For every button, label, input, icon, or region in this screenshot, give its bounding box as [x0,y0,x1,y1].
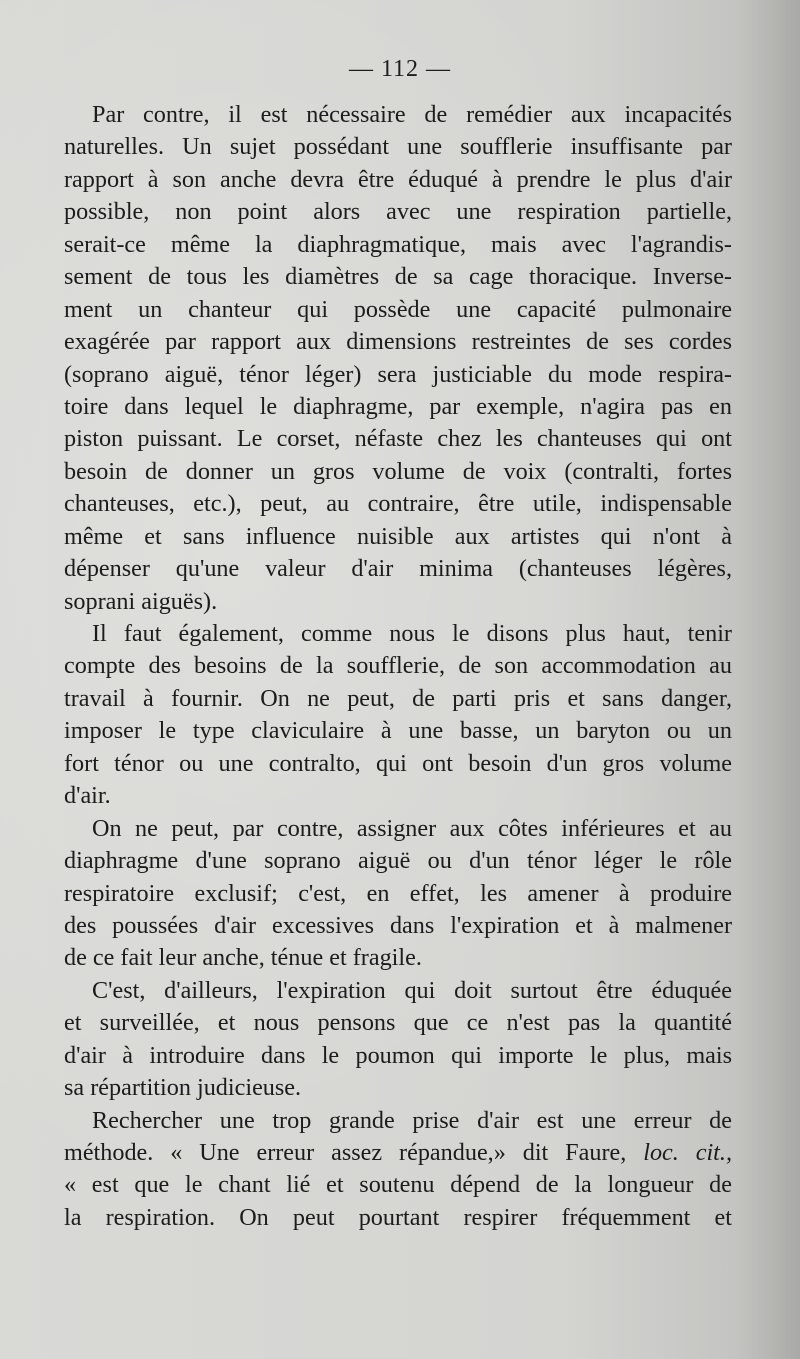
text-line-main: et surveillée, et nous pensons que ce n'est pas la quantité [64,1009,732,1037]
text-line [64,99,732,131]
text-line-content [64,521,732,553]
text-line-content [64,1040,732,1072]
text-line-content [64,683,732,715]
text-line [64,164,732,196]
text-line-content [64,1072,732,1104]
text-line [64,748,732,780]
text-line-content [64,715,732,747]
text-line [64,131,732,163]
text-line-content [64,294,732,326]
text-line-main: imposer le type claviculaire à une basse, un baryton ou un [64,717,732,745]
text-line-main: naturelles. Un sujet possédant une soufflerie insuffisante par [64,133,732,161]
text-line-main: travail à fournir. On ne peut, de parti pris et sans danger, [64,684,732,712]
text-line [64,942,732,974]
text-line-content [64,650,732,682]
text-line-content [64,878,732,910]
text-line-main: fort ténor ou une contralto, qui ont besoin d'un gros volume [64,749,732,777]
text-line-content [64,456,732,488]
text-line [64,521,732,553]
text-line-main: ment un chanteur qui possède une capacité pulmonaire [64,295,732,323]
text-line [64,910,732,942]
text-line-main: sa répartition judicieuse. [64,1074,302,1102]
text-line-content [92,975,732,1007]
text-line [64,326,732,358]
text-line-content [64,1007,732,1039]
text-line [64,391,732,423]
text-line-content [64,910,732,942]
text-line-main: « est que le chant lié et soutenu dépend de la longueur de [64,1171,732,1199]
text-line-main: Rechercher une trop grande prise d'air est une erreur de [92,1106,732,1134]
text-line [64,261,732,293]
text-line-main: rapport à son anche devra être éduqué à prendre le plus d'air [64,165,732,193]
text-line-content [92,813,732,845]
body-text [64,99,732,1234]
text-line-main: C'est, d'ailleurs, l'expiration qui doit surtout être éduquée [92,976,732,1004]
text-line [64,715,732,747]
text-line-main: chanteuses, etc.), peut, au contraire, être utile, indispensable [64,490,732,518]
text-line-content [64,326,732,358]
text-line [64,878,732,910]
text-line-content [92,618,732,650]
text-line [64,1169,732,1201]
text-line-main: diaphragme d'une soprano aiguë ou d'un ténor léger le rôle [64,847,732,875]
text-line-main: (soprano aiguë, ténor léger) sera justiciable du mode respira- [64,360,732,388]
text-line-main: besoin de donner un gros volume de voix (contralti, fortes [64,457,732,485]
text-line-content [64,229,732,261]
text-line-main: Il faut également, comme nous le disons plus haut, tenir [92,620,732,647]
text-line [64,845,732,877]
text-line-content [64,488,732,520]
text-line [64,423,732,455]
text-line-content [92,1105,732,1137]
text-line [64,683,732,715]
text-line-main: serait-ce même la diaphragmatique, mais avec l'agrandis- [64,230,732,258]
text-line-content [64,845,732,877]
text-line-content [92,99,732,131]
text-line [64,294,732,326]
text-line [64,618,732,650]
text-line-main: On ne peut, par contre, assigner aux côtes inférieures et au [92,814,732,842]
text-line [64,1072,732,1104]
text-line-content [64,261,732,293]
text-line [64,650,732,682]
text-line-content [64,1137,732,1169]
text-line-content [64,1169,732,1201]
text-line [64,488,732,520]
text-line [64,586,732,618]
text-line-main: d'air. [64,782,111,810]
text-line [64,1202,732,1234]
text-line-content [64,1202,732,1234]
text-line-main: respiratoire exclusif; c'est, en effet, les amener à produire [64,879,732,907]
text-line-content [64,423,732,455]
text-line [64,975,732,1007]
text-line-content [64,131,732,163]
text-line-main: de ce fait leur anche, ténue et fragile. [64,944,422,972]
text-line-content [64,780,732,812]
text-line-content [64,748,732,780]
text-line-main: soprani aiguës). [64,587,218,615]
text-line [64,813,732,845]
text-line-main: sement de tous les diamètres de sa cage thoracique. Inverse- [64,263,732,291]
text-line-main: méthode. « Une erreur assez répandue,» dit Faure, [64,1139,644,1166]
text-line-main: des poussées d'air excessives dans l'expiration et à malmener [64,911,732,939]
text-line [64,1137,732,1169]
text-line [64,1040,732,1072]
text-line [64,1105,732,1137]
text-line-content [64,196,732,228]
text-line-content [64,553,732,585]
text-line-main: dépenser qu'une valeur d'air minima (chanteuses légères, [64,555,732,583]
text-line [64,1007,732,1039]
text-line-main: même et sans influence nuisible aux artistes qui n'ont à [64,522,732,550]
text-line-content [64,391,732,423]
text-line-main: d'air à introduire dans le poumon qui importe le plus, mais [64,1041,732,1069]
text-line-main: possible, non point alors avec une respiration partielle, [64,198,732,226]
text-line [64,456,732,488]
text-line-main: piston puissant. Le corset, néfaste chez les chanteuses qui ont [64,425,732,453]
text-line-content [64,942,732,974]
text-line [64,196,732,228]
text-line [64,359,732,391]
text-line-content [64,164,732,196]
text-line-main: toire dans lequel le diaphragme, par exemple, n'agira pas en [64,392,732,420]
text-line [64,553,732,585]
text-line-main: exagérée par rapport aux dimensions restreintes de ses cordes [64,328,732,356]
text-line [64,229,732,261]
text-line [64,780,732,812]
text-line-content [64,586,732,618]
text-line-content [64,359,732,391]
text-line-main: compte des besoins de la soufflerie, de son accommodation au [64,652,732,680]
text-line-italic-citation: loc. cit., [643,1139,732,1166]
text-line-main: la respiration. On peut pourtant respirer fréquemment et [64,1203,732,1231]
page-number: — 112 — [348,56,452,82]
text-line-main: Par contre, il est nécessaire de remédier aux incapacités [92,101,732,128]
